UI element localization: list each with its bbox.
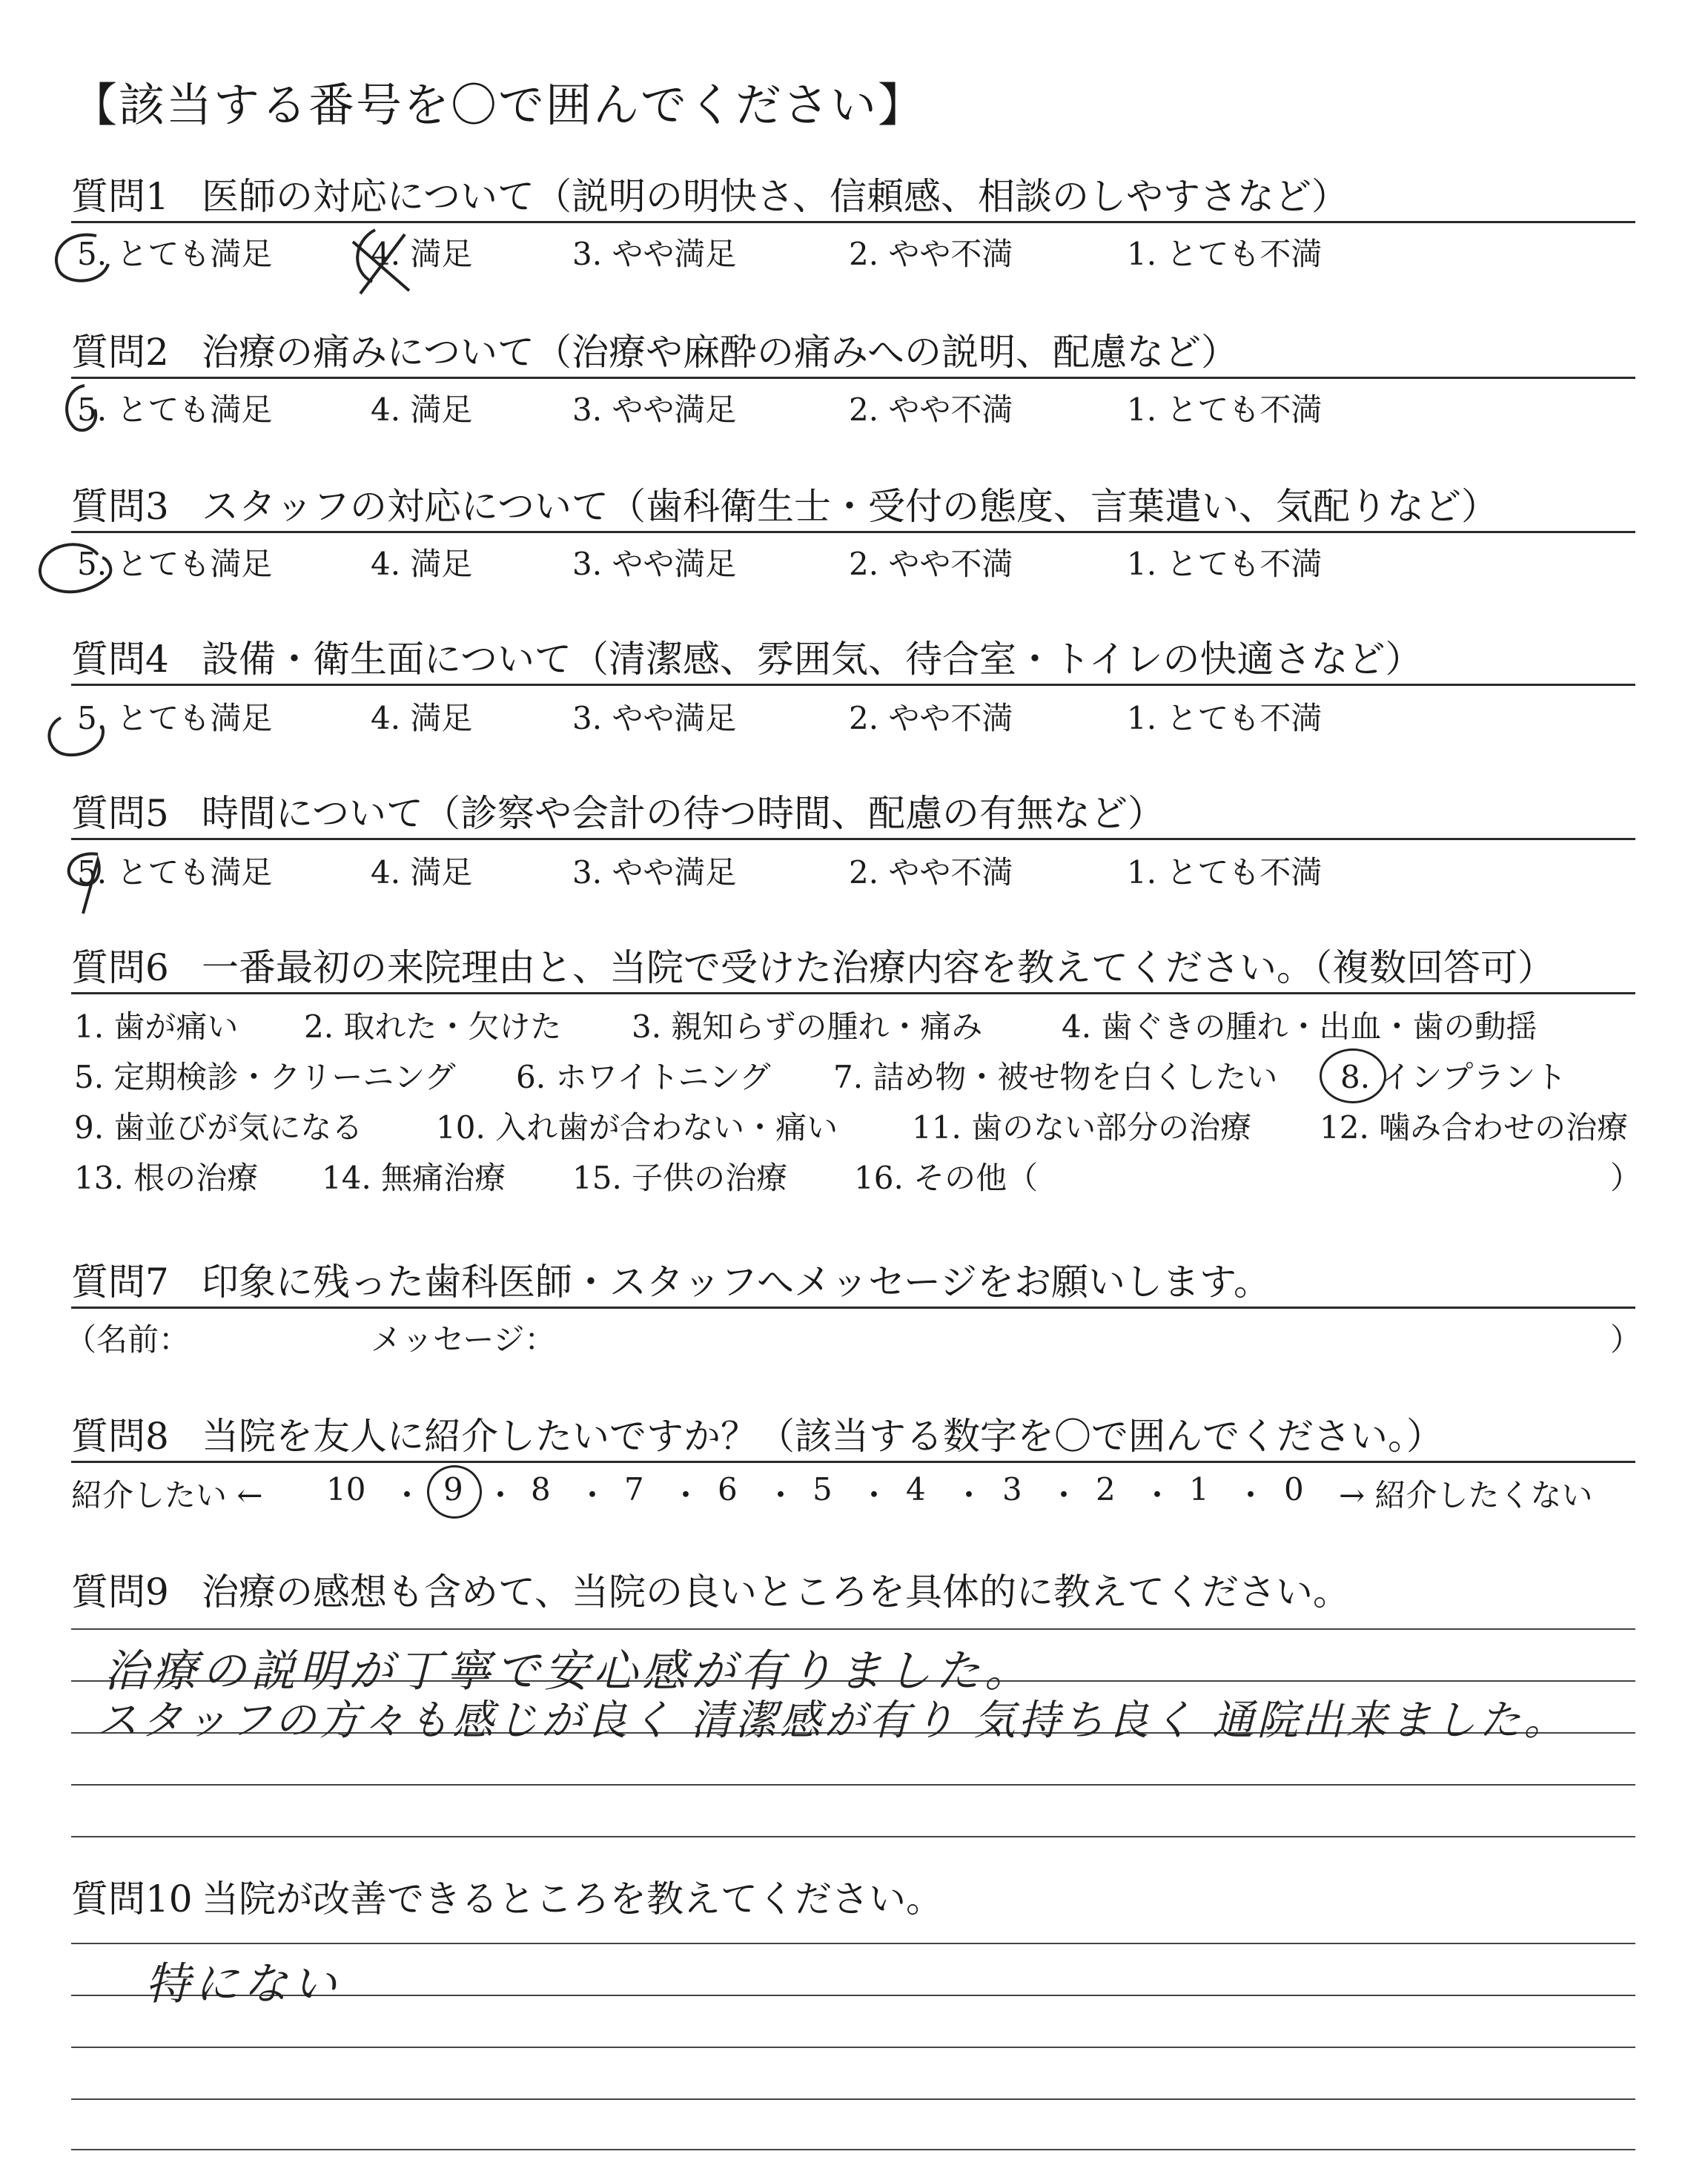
q1-option-4[interactable]: 4. 満足 (371, 236, 473, 272)
q6-option-11[interactable]: 11. 歯のない部分の治療 (912, 1109, 1252, 1146)
q2-option-1[interactable]: 1. とても不満 (1127, 392, 1323, 428)
question-1-rule (71, 221, 1635, 223)
question-1-text: 医師の対応について（説明の明快さ、信頼感、相談のしやすさなど） (202, 175, 1348, 218)
q10-answer-line-1 (71, 1943, 1635, 1944)
q6-option-6[interactable]: 6. ホワイトニング (516, 1059, 771, 1095)
q3-option-1[interactable]: 1. とても不満 (1127, 546, 1323, 582)
question-1-heading (71, 172, 1635, 221)
q5-option-5[interactable]: 5. とても満足 (77, 854, 273, 891)
question-7-number: 質問7 (71, 1261, 169, 1304)
q6-option-13[interactable]: 13. 根の治療 (74, 1160, 259, 1196)
q6-option-5[interactable]: 5. 定期検診・クリーニング (74, 1059, 456, 1095)
question-6-number: 質問6 (71, 946, 169, 989)
question-8-heading (71, 1412, 1635, 1461)
q4-option-1[interactable]: 1. とても不満 (1127, 700, 1323, 736)
question-8-text: 当院を友人に紹介したいですか？（該当する数字を〇で囲んでください。） (202, 1415, 1443, 1458)
q2-option-5[interactable]: 5. とても満足 (77, 392, 273, 428)
q8-sep-4: ・ (670, 1477, 702, 1513)
q6-option-9[interactable]: 9. 歯並びが気になる (74, 1109, 363, 1146)
question-6-heading (71, 943, 1635, 992)
question-2-text: 治療の痛みについて（治療や麻酔の痛みへの説明、配慮など） (202, 331, 1238, 374)
q8-number-9-circle-mark (427, 1465, 482, 1519)
question-7-heading (71, 1258, 1635, 1307)
q5-option-1[interactable]: 1. とても不満 (1127, 854, 1323, 891)
q3-option-3[interactable]: 3. やや満足 (572, 546, 737, 582)
question-9-number: 質問9 (71, 1571, 169, 1614)
q8-number-5[interactable]: 5 (812, 1471, 833, 1507)
question-4-text: 設備・衛生面について（清潔感、雰囲気、待合室・トイレの快適さなど） (202, 638, 1423, 681)
q10-answer-line-5 (71, 2149, 1635, 2150)
q6-option-4[interactable]: 4. 歯ぐきの腫れ・出血・歯の動揺 (1062, 1008, 1537, 1045)
q2-option-3[interactable]: 3. やや満足 (572, 392, 737, 428)
q9-handwritten-answer-1: 治療の説明が丁寧で安心感が有りました。 (104, 1645, 1033, 1697)
q5-circle-mark (53, 845, 120, 919)
question-10-number: 質問10 (71, 1877, 193, 1920)
question-5-number: 質問5 (71, 792, 169, 835)
q6-option-12[interactable]: 12. 噛み合わせの治療 (1320, 1109, 1629, 1146)
q1-circle-mark (44, 222, 126, 289)
q5-option-2[interactable]: 2. やや不満 (849, 854, 1013, 891)
q8-number-6[interactable]: 6 (718, 1471, 738, 1507)
q6-option-16-close: ） (1610, 1160, 1642, 1196)
q8-sep-7: ・ (953, 1477, 985, 1513)
q8-number-1[interactable]: 1 (1189, 1471, 1209, 1507)
q8-number-9[interactable]: 9 (443, 1471, 463, 1507)
q7-name-label: （名前： (65, 1321, 191, 1358)
question-9-heading (71, 1568, 1635, 1616)
question-2-number: 質問2 (71, 331, 169, 374)
q5-option-4[interactable]: 4. 満足 (371, 854, 473, 891)
q8-sep-1: ・ (391, 1477, 423, 1513)
q10-answer-line-3 (71, 2047, 1635, 2048)
question-3-heading (71, 482, 1635, 531)
q8-number-2[interactable]: 2 (1096, 1471, 1116, 1507)
q4-option-4[interactable]: 4. 満足 (371, 700, 473, 736)
question-5-heading (71, 789, 1635, 838)
q8-right-label: → 紹介したくない (1339, 1477, 1593, 1513)
q8-sep-5: ・ (765, 1477, 797, 1513)
q4-circle-mark (39, 712, 120, 764)
q3-option-5[interactable]: 5. とても満足 (77, 546, 273, 582)
q6-option-14[interactable]: 14. 無痛治療 (322, 1160, 506, 1196)
q6-option-3[interactable]: 3. 親知らずの腫れ・痛み (632, 1008, 983, 1045)
q9-answer-line-1 (71, 1628, 1635, 1630)
q8-number-0[interactable]: 0 (1284, 1471, 1304, 1507)
q8-sep-10: ・ (1235, 1477, 1267, 1513)
q2-option-4[interactable]: 4. 満足 (371, 392, 473, 428)
q8-number-4[interactable]: 4 (906, 1471, 926, 1507)
q8-sep-8: ・ (1048, 1477, 1080, 1513)
question-3-text: スタッフの対応について（歯科衛生士・受付の態度、言葉遣い、気配りなど） (202, 485, 1498, 528)
question-7-rule (71, 1307, 1635, 1309)
question-4-heading (71, 635, 1635, 684)
q2-option-2[interactable]: 2. やや不満 (849, 392, 1013, 428)
question-6-text: 一番最初の来院理由と、当院で受けた治療内容を教えてください。（複数回答可） (202, 946, 1555, 989)
q8-left-label: 紹介したい ← (71, 1477, 263, 1513)
question-2-heading (71, 328, 1635, 377)
q1-option-1[interactable]: 1. とても不満 (1127, 236, 1323, 272)
q7-close: ） (1610, 1321, 1642, 1358)
q6-option-8-circle-mark (1320, 1048, 1386, 1103)
q1-option-5[interactable]: 5. とても満足 (77, 236, 273, 272)
q3-circle-mark (31, 532, 128, 607)
question-8-rule (71, 1461, 1635, 1463)
q6-option-1[interactable]: 1. 歯が痛い (74, 1008, 239, 1045)
q9-answer-line-5 (71, 1836, 1635, 1837)
q8-sep-2: ・ (485, 1477, 517, 1513)
q10-answer-line-4 (71, 2098, 1635, 2100)
question-8-number: 質問8 (71, 1415, 169, 1458)
q6-option-10[interactable]: 10. 入れ歯が合わない・痛い (436, 1109, 838, 1146)
q5-option-3[interactable]: 3. やや満足 (572, 854, 737, 891)
question-3-number: 質問3 (71, 485, 169, 528)
question-5-text: 時間について（診察や会計の待つ時間、配慮の有無など） (202, 792, 1165, 835)
q9-handwritten-answer-2: スタッフの方々も感じが良く 清潔感が有り 気持ち良く 通院出来ました。 (96, 1697, 1569, 1745)
q8-sep-6: ・ (858, 1477, 890, 1513)
question-10-text: 当院が改善できるところを教えてください。 (202, 1877, 943, 1920)
q4-option-5[interactable]: 5. とても満足 (77, 700, 273, 736)
question-5-rule (71, 838, 1635, 840)
q7-message-label: メッセージ： (371, 1321, 556, 1358)
q6-option-16[interactable]: 16. その他（ (854, 1160, 1039, 1196)
question-2-rule (71, 377, 1635, 379)
question-4-number: 質問4 (71, 638, 169, 681)
q8-number-8[interactable]: 8 (531, 1471, 551, 1507)
question-7-text: 印象に残った歯科医師・スタッフへメッセージをお願いします。 (202, 1261, 1271, 1304)
question-10-heading (71, 1875, 1635, 1923)
q3-option-4[interactable]: 4. 満足 (371, 546, 473, 582)
q8-number-3[interactable]: 3 (1002, 1471, 1022, 1507)
page-title: 【該当する番号を〇で囲んでください】 (71, 78, 926, 132)
question-9-text: 治療の感想も含めて、当院の良いところを具体的に教えてください。 (202, 1571, 1350, 1614)
q6-option-7[interactable]: 7. 詰め物・被せ物を白くしたい (833, 1059, 1278, 1095)
q1-option-2[interactable]: 2. やや不満 (849, 236, 1013, 272)
question-3-rule (71, 531, 1635, 533)
q6-option-2[interactable]: 2. 取れた・欠けた (304, 1008, 562, 1045)
q8-sep-3: ・ (577, 1477, 609, 1513)
q8-number-7[interactable]: 7 (624, 1471, 644, 1507)
question-1-number: 質問1 (71, 175, 169, 218)
q1-option-3[interactable]: 3. やや満足 (572, 236, 737, 272)
q8-sep-9: ・ (1142, 1477, 1174, 1513)
q2-circle-mark (55, 380, 114, 439)
q6-option-8[interactable]: 8. インプラント (1340, 1059, 1567, 1095)
q1-cross-out-mark (338, 219, 420, 301)
q9-answer-line-4 (71, 1784, 1635, 1786)
q3-option-2[interactable]: 2. やや不満 (849, 546, 1013, 582)
q4-option-3[interactable]: 3. やや満足 (572, 700, 737, 736)
q10-handwritten-answer-1: 特にない (145, 1958, 341, 2010)
q8-number-10[interactable]: 10 (326, 1471, 366, 1507)
question-6-rule (71, 992, 1635, 994)
q4-option-2[interactable]: 2. やや不満 (849, 700, 1013, 736)
question-4-rule (71, 684, 1635, 686)
q6-option-15[interactable]: 15. 子供の治療 (572, 1160, 788, 1196)
